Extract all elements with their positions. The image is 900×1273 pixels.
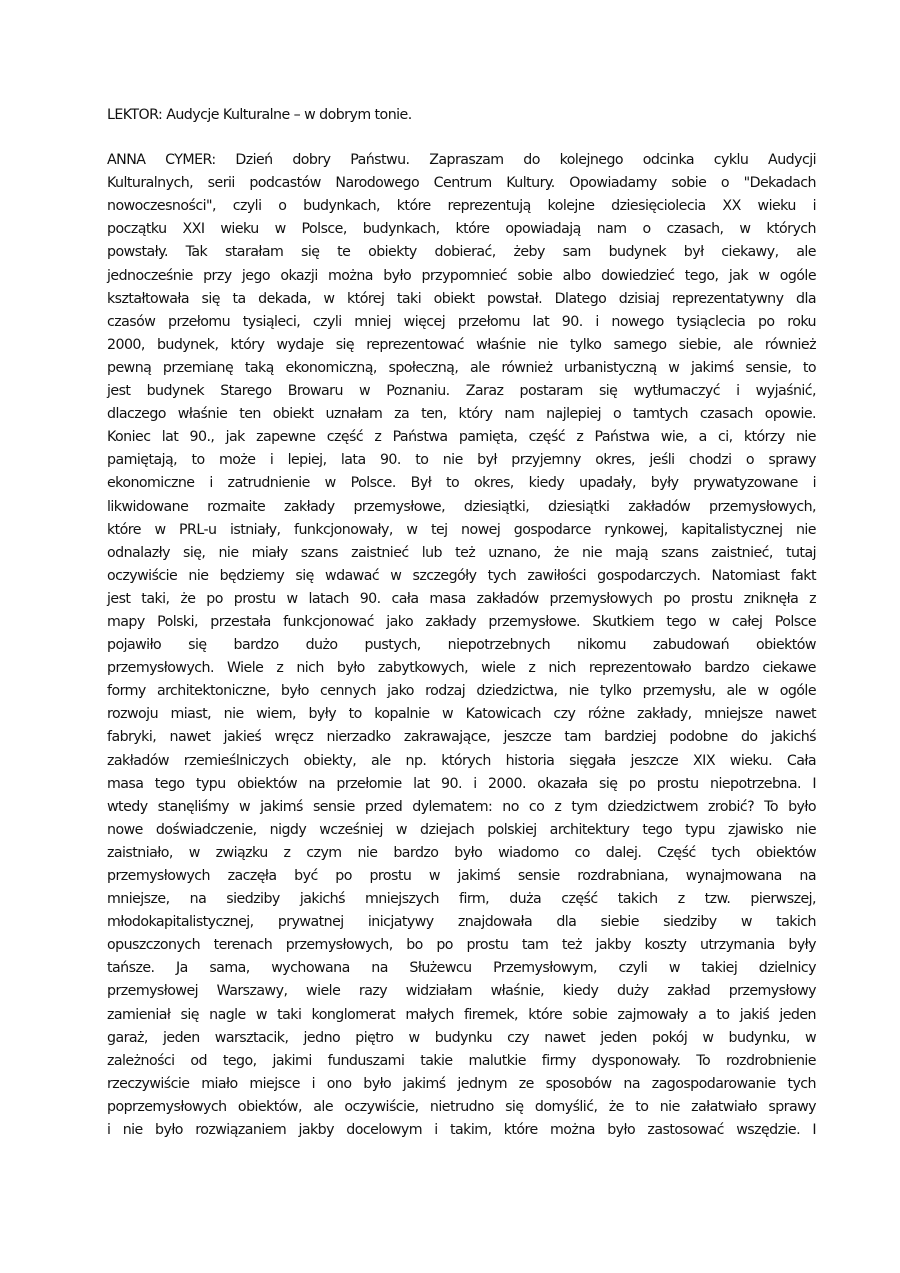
paragraph-line: nowe doświadczenie, nigdy wcześniej w dziejach polskiej architektury tego typu zjawisko nie xyxy=(107,821,816,838)
paragraph-line: dlaczego właśnie ten obiekt uznałam za ten, który nam najlepiej o tamtych czasach opowie. xyxy=(107,406,816,423)
paragraph-line: rzeczywiście miało miejsce i ono było jakimś jednym ze sposobów na zagospodarowanie tych xyxy=(107,1075,816,1092)
paragraph-line: pojawiło się bardzo dużo pustych, niepotrzebnych nikomu zabudowań obiektów xyxy=(107,637,816,654)
paragraph-line: 2000, budynek, który wydaje się reprezentować właśnie nie tylko samego siebie, ale również xyxy=(107,336,816,353)
paragraph-line: jest taki, że po prostu w latach 90. cała masa zakładów przemysłowych po prostu zniknęła z xyxy=(107,590,816,607)
paragraph-line: masa tego typu obiektów na przełomie lat 90. i 2000. okazała się po prostu niepotrzebna. I xyxy=(107,775,816,792)
paragraph-line: oczywiście nie będziemy się wdawać w szczegóły tych zawiłości gospodarczych. Natomiast fakt xyxy=(107,567,816,584)
paragraph-line: nowoczesności", czyli o budynkach, które reprezentują kolejne dziesięciolecia XX wieku i xyxy=(107,198,816,215)
paragraph-line: mapy Polski, przestała funkcjonować jako zakłady przemysłowe. Skutkiem tego w całej Polsce xyxy=(107,613,816,630)
paragraph-line: zależności od tego, jakimi funduszami takie malutkie firmy dysponowały. To rozdrobnienie xyxy=(107,1052,816,1069)
paragraph-line: formy architektoniczne, było cennych jako rodzaj dziedzictwa, nie tylko przemysłu, ale w ogóle xyxy=(107,683,816,700)
paragraph-line: kształtowała się ta dekada, w której taki obiekt powstał. Dlatego dzisiaj reprezentatywny dla xyxy=(107,290,816,307)
paragraph-line: pamiętają, to może i lepiej, lata 90. to nie był przyjemny okres, jeśli chodzi o sprawy xyxy=(107,452,816,469)
paragraph-line: likwidowane rozmaite zakłady przemysłowe, dziesiątki, dziesiątki zakładów przemysłowych, xyxy=(107,498,816,515)
paragraph-line: tańsze. Ja sama, wychowana na Służewcu Przemysłowym, czyli w takiej dzielnicy xyxy=(107,960,816,977)
paragraph-line: zamieniał się nagle w taki konglomerat małych firemek, które sobie zajmowały a to jakiś jeden xyxy=(107,1006,816,1023)
paragraph-line: opuszczonych terenach przemysłowych, bo po prostu tam też jakby koszty utrzymania były xyxy=(107,937,816,954)
paragraph-line: przemysłowych. Wiele z nich było zabytkowych, wiele z nich reprezentowało bardzo ciekawe xyxy=(107,660,816,677)
paragraph xyxy=(107,149,816,1142)
paragraph-line: fabryki, nawet jakieś wręcz nierzadko zakrawające, jeszcze tam bardziej podobne do jakichś xyxy=(107,729,816,746)
document-page xyxy=(107,104,816,1142)
paragraph-line: rozwoju miast, nie wiem, były to kopalnie w Katowicach czy różne zakłady, mniejsze nawet xyxy=(107,706,816,723)
paragraph-line: powstały. Tak starałam się te obiekty dobierać, żeby sam budynek był ciekawy, ale xyxy=(107,244,816,261)
paragraph-line: mniejsze, na siedziby jakichś mniejszych firm, duża część takich z tzw. pierwszej, xyxy=(107,891,816,908)
paragraph-line: pewną przemianę taką ekonomiczną, społeczną, ale również urbanistyczną w jakimś sensie, to xyxy=(107,359,816,376)
paragraph-line: wtedy stanęliśmy w jakimś sensie przed dylematem: no co z tym dziedzictwem zrobić? To było xyxy=(107,798,816,815)
paragraph-line: które w PRL-u istniały, funkcjonowały, w tej nowej gospodarce rynkowej, kapitalistycznej nie xyxy=(107,521,816,538)
paragraph-line: jest budynek Starego Browaru w Poznaniu. Zaraz postaram się wytłumaczyć i wyjaśnić, xyxy=(107,383,816,400)
paragraph-line: przemysłowych zaczęła być po prostu w jakimś sensie rozdrabniana, wynajmowana na xyxy=(107,868,816,884)
paragraph-line: poprzemysłowych obiektów, ale oczywiście, nietrudno się domyślić, że to nie załatwiało sprawy xyxy=(107,1098,816,1115)
paragraph-line: zaistniało, w związku z czym nie bardzo było wiadomo co dalej. Część tych obiektów xyxy=(107,844,816,861)
paragraph-line: ekonomiczne i zatrudnienie w Polsce. Był to okres, kiedy upadały, były prywatyzowane i xyxy=(107,475,816,492)
paragraph-gap xyxy=(107,127,816,149)
paragraph-line: garaż, jeden warsztacik, jedno piętro w budynku czy nawet jeden pokój w budynku, w xyxy=(107,1029,816,1046)
paragraph-line: ANNA CYMER: Dzień dobry Państwu. Zapraszam do kolejnego odcinka cyklu Audycji xyxy=(107,152,816,169)
paragraph-line: jednocześnie przy jego okazji można było przypomnieć sobie albo dowiedzieć tego, jak w ogóle xyxy=(107,267,816,284)
paragraph-line: zakładów rzemieślniczych obiekty, ale np. których historia sięgała jeszcze XIX wieku. Cała xyxy=(107,752,816,769)
paragraph-line: i nie było rozwiązaniem jakby docelowym i takim, które można było zastosować wszędzie. I xyxy=(107,1122,816,1139)
paragraph-line: odnalazły się, nie miały szans zaistnieć lub też uznano, że nie mają szans zaistnieć, tutaj xyxy=(107,544,816,561)
paragraph-line: przemysłowej Warszawy, wiele razy widziałam właśnie, kiedy duży zakład przemysłowy xyxy=(107,983,816,1000)
paragraph-line: początku XXI wieku w Polsce, budynkach, które opowiadają nam o czasach, w których xyxy=(107,221,816,238)
paragraph-line: młodokapitalistycznej, prywatnej inicjatywy znajdowała dla siebie siedziby w takich xyxy=(107,914,816,931)
paragraph-line: Koniec lat 90., jak zapewne część z Państwa pamięta, część z Państwa wie, a ci, którzy nie xyxy=(107,429,816,446)
paragraph-line: Kulturalnych, serii podcastów Narodowego Centrum Kultury. Opowiadamy sobie o "Dekadach xyxy=(107,175,816,192)
paragraph-line: czasów przełomu tysiąleci, czyli mniej więcej przełomu lat 90. i nowego tysiąclecia po roku xyxy=(107,313,816,330)
intro-line: LEKTOR: Audycje Kulturalne – w dobrym tonie. xyxy=(107,107,412,123)
